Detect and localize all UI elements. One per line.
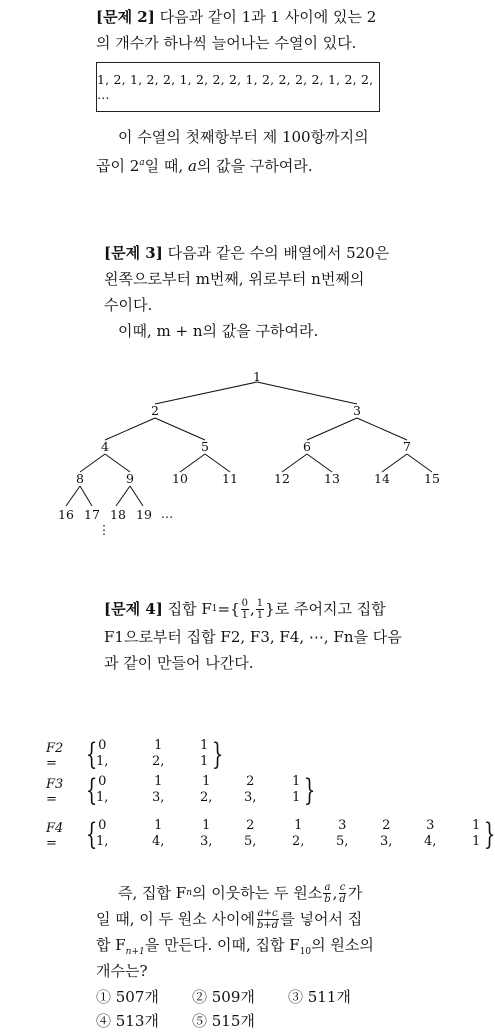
denominator: 3,	[200, 834, 213, 849]
set-fraction	[96, 818, 108, 850]
denominator: 1	[472, 834, 481, 849]
body-text-2b: 를 넣어서 집	[280, 910, 363, 928]
body-text-1a: 즉, 집합 F	[118, 884, 187, 902]
number-tree	[0, 360, 480, 560]
left-brace: {	[85, 737, 98, 772]
problem-2-line-4	[96, 150, 313, 179]
set-label: F3 =	[46, 777, 64, 807]
numerator: 2	[246, 818, 255, 833]
numerator: 1	[256, 597, 264, 609]
set-label: F4 =	[46, 821, 64, 851]
problem-4-body-4	[96, 958, 148, 984]
body-text-3e: 의 원소의	[311, 936, 374, 954]
set-fraction	[292, 774, 300, 806]
set-fraction	[152, 818, 164, 850]
choice-3[interactable]	[288, 984, 351, 1010]
node-14: 14	[374, 471, 390, 486]
right-brace: }	[303, 773, 316, 808]
numerator: 2	[382, 818, 391, 833]
set-fraction	[292, 818, 304, 850]
choice-3-label: ③ 511개	[288, 988, 351, 1006]
set-row-2	[46, 736, 466, 776]
denominator: 1,	[96, 834, 109, 849]
denominator: 1,	[96, 754, 109, 769]
set-row-3	[46, 772, 466, 812]
problem-3-line-1	[104, 240, 389, 266]
node-18: 18	[110, 507, 126, 522]
numerator: 3	[426, 818, 435, 833]
problem-2-text-3: 이 수열의 첫째항부터 제 100항까지의	[118, 128, 369, 146]
node-1: 1	[253, 369, 261, 384]
numerator: 1	[154, 818, 163, 833]
problem-3-tag: [문제 3]	[104, 244, 163, 262]
subscript-n: n	[186, 888, 192, 898]
exponent-a: a	[139, 158, 145, 168]
choice-4-label: ④ 513개	[96, 1012, 159, 1030]
fraction-c-d	[338, 882, 346, 905]
right-brace: }	[483, 817, 495, 852]
denominator: 1	[256, 609, 264, 621]
sequence-box	[96, 62, 380, 112]
node-7: 7	[403, 439, 411, 454]
choice-5-label: ⑤ 515개	[192, 1012, 255, 1030]
numerator: 0	[98, 738, 107, 753]
problem-2-text-4a: 곱이 2	[96, 157, 140, 175]
fraction-a-b	[323, 882, 331, 905]
node-12: 12	[274, 471, 290, 486]
problem-4-tag: [문제 4]	[104, 600, 163, 618]
denominator: b	[324, 893, 331, 905]
numerator: 1	[294, 818, 303, 833]
numerator: 3	[338, 818, 347, 833]
denominator: 4,	[424, 834, 437, 849]
numerator: 1	[472, 818, 481, 833]
denominator: 2,	[152, 754, 165, 769]
problem-4-text-1d: }로 주어지고 집합	[265, 600, 386, 618]
choice-2[interactable]	[192, 984, 255, 1010]
set-fraction	[244, 818, 256, 850]
problem-3-line-4	[118, 318, 318, 344]
denominator: 3,	[380, 834, 393, 849]
set-row-4	[46, 816, 495, 856]
fraction-0-1	[241, 598, 249, 621]
denominator: d	[339, 893, 346, 905]
set-fraction	[244, 774, 256, 806]
denominator: 1	[241, 609, 249, 621]
node-2: 2	[151, 403, 159, 418]
node-5: 5	[201, 439, 209, 454]
sequence-text: 1, 2, 1, 2, 2, 1, 2, 2, 2, 1, 2, 2, 2, 2, 1, 2, 2, …	[97, 72, 374, 102]
numerator: 0	[241, 597, 249, 609]
set-fraction	[336, 818, 348, 850]
numerator: 1	[292, 774, 301, 789]
node-3: 3	[353, 403, 361, 418]
problem-2-line-3	[118, 124, 369, 150]
node-15: 15	[424, 471, 440, 486]
right-brace: }	[211, 737, 224, 772]
node-11: 11	[222, 471, 238, 486]
choice-1-label: ① 507개	[96, 988, 159, 1006]
subscript-n-plus-1: n+1	[125, 947, 145, 957]
problem-4-body-2	[96, 906, 362, 932]
problem-4-text-2b: 2, F3, F4, ⋯, Fn을 다음	[230, 628, 402, 646]
problem-3-text-2: 왼쪽으로부터 m번째, 위로부터 n번째의	[104, 270, 365, 288]
set-fraction	[380, 818, 392, 850]
problem-2-text-2: 의 개수가 하나씩 늘어나는 수열이 있다.	[96, 34, 357, 52]
left-brace: {	[85, 817, 98, 852]
denominator: 3,	[244, 790, 257, 805]
choice-5[interactable]	[192, 1008, 255, 1034]
numerator: 1	[202, 774, 211, 789]
numerator: 1	[154, 774, 163, 789]
set-fraction	[200, 774, 212, 806]
set-fraction	[200, 738, 208, 770]
denominator: 1	[200, 754, 209, 769]
denominator: 5,	[336, 834, 349, 849]
node-9: 9	[126, 471, 134, 486]
problem-4-line-3	[104, 650, 253, 676]
variable-a: a	[187, 157, 197, 175]
numerator: 1	[154, 738, 163, 753]
numerator: c	[339, 881, 346, 893]
set-label: F2 =	[46, 741, 64, 771]
fraction-1-1	[256, 598, 264, 621]
node-16: 16	[58, 507, 74, 522]
numerator: a	[324, 881, 331, 893]
left-brace: {	[85, 773, 98, 808]
set-fraction	[152, 774, 164, 806]
node-6: 6	[303, 439, 311, 454]
numerator: 0	[98, 818, 107, 833]
choice-2-label: ② 509개	[192, 988, 255, 1006]
body-text-1d: 가	[347, 884, 363, 902]
problem-3-line-2	[104, 266, 364, 292]
problem-3-text-4: 이때, m + n의 값을 구하여라.	[118, 322, 319, 340]
problem-3-text-1: 다음과 같은 수의 배열에서 520은	[167, 244, 390, 262]
problem-4-line-1: [문제 4] 집합 F 1 ={ $\frac{0}{1}$ , $\frac{1}{1}$ }로 주어지고 집합	[104, 597, 386, 621]
body-text-3a: 합 F	[96, 936, 126, 954]
denominator: 5,	[244, 834, 257, 849]
set-fraction	[96, 738, 108, 770]
set-fraction	[200, 818, 212, 850]
node-13: 13	[324, 471, 340, 486]
subscript-1: 1	[211, 604, 218, 614]
denominator: 2,	[292, 834, 305, 849]
node-4: 4	[101, 439, 109, 454]
problem-2-text-1: 다음과 같이 1과 1 사이에 있는 2	[159, 8, 377, 26]
set-fraction	[152, 738, 164, 770]
numerator: 0	[98, 774, 107, 789]
denominator: 4,	[152, 834, 165, 849]
problem-4-text-1a: 집합 F	[167, 600, 212, 618]
choice-1[interactable]	[96, 984, 159, 1010]
body-text-3c: 을 만든다. 이때, 집합 F	[144, 936, 300, 954]
subscript-10: 10	[299, 947, 312, 957]
denominator: 2,	[200, 790, 213, 805]
vertical-ellipsis: ⋮	[97, 522, 111, 537]
numerator: 1	[202, 818, 211, 833]
problem-2-tag: [문제 2]	[96, 8, 155, 26]
body-text-2a: 일 때, 이 두 원소 사이에	[96, 910, 256, 928]
body-text-1c: 의 이웃하는 두 원소	[191, 884, 323, 902]
tree-labels	[58, 369, 440, 537]
problem-3-text-3: 수이다.	[104, 296, 153, 314]
choice-4[interactable]	[96, 1008, 159, 1034]
node-ellipsis: …	[160, 506, 174, 521]
problem-2-line-1	[96, 4, 376, 30]
node-19: 19	[136, 507, 152, 522]
problem-2-text-4d: 의 값을 구하여라.	[196, 157, 313, 175]
fraction-mediant	[256, 908, 279, 931]
problem-3-line-3	[104, 292, 152, 318]
node-17: 17	[84, 507, 100, 522]
node-8: 8	[76, 471, 84, 486]
tree-edges	[66, 382, 432, 506]
numerator: 1	[200, 738, 209, 753]
denominator: 1,	[96, 790, 109, 805]
set-fraction	[472, 818, 480, 850]
denominator: 1	[292, 790, 301, 805]
problem-2-text-4b: 일 때,	[144, 157, 188, 175]
problem-4-text-1c: ={	[217, 600, 240, 618]
denominator: 3,	[152, 790, 165, 805]
problem-4-text-2a: F1으로부터 집합 F	[104, 628, 231, 646]
set-fraction	[424, 818, 436, 850]
problem-4-line-2	[104, 624, 402, 650]
set-fraction	[96, 774, 108, 806]
problem-4-text-3: 과 같이 만들어 나간다.	[104, 654, 254, 672]
numerator: a+c	[257, 907, 278, 919]
problem-2-line-2	[96, 30, 356, 56]
problem-4-body-1: 즉, 집합 F n 의 이웃하는 두 원소 $\frac{a}{b}$ , $\frac{c}{d}$ 가	[118, 881, 363, 905]
denominator: b+d	[257, 919, 279, 931]
numerator: 2	[246, 774, 255, 789]
body-text-4: 개수는?	[96, 962, 148, 980]
node-10: 10	[172, 471, 188, 486]
